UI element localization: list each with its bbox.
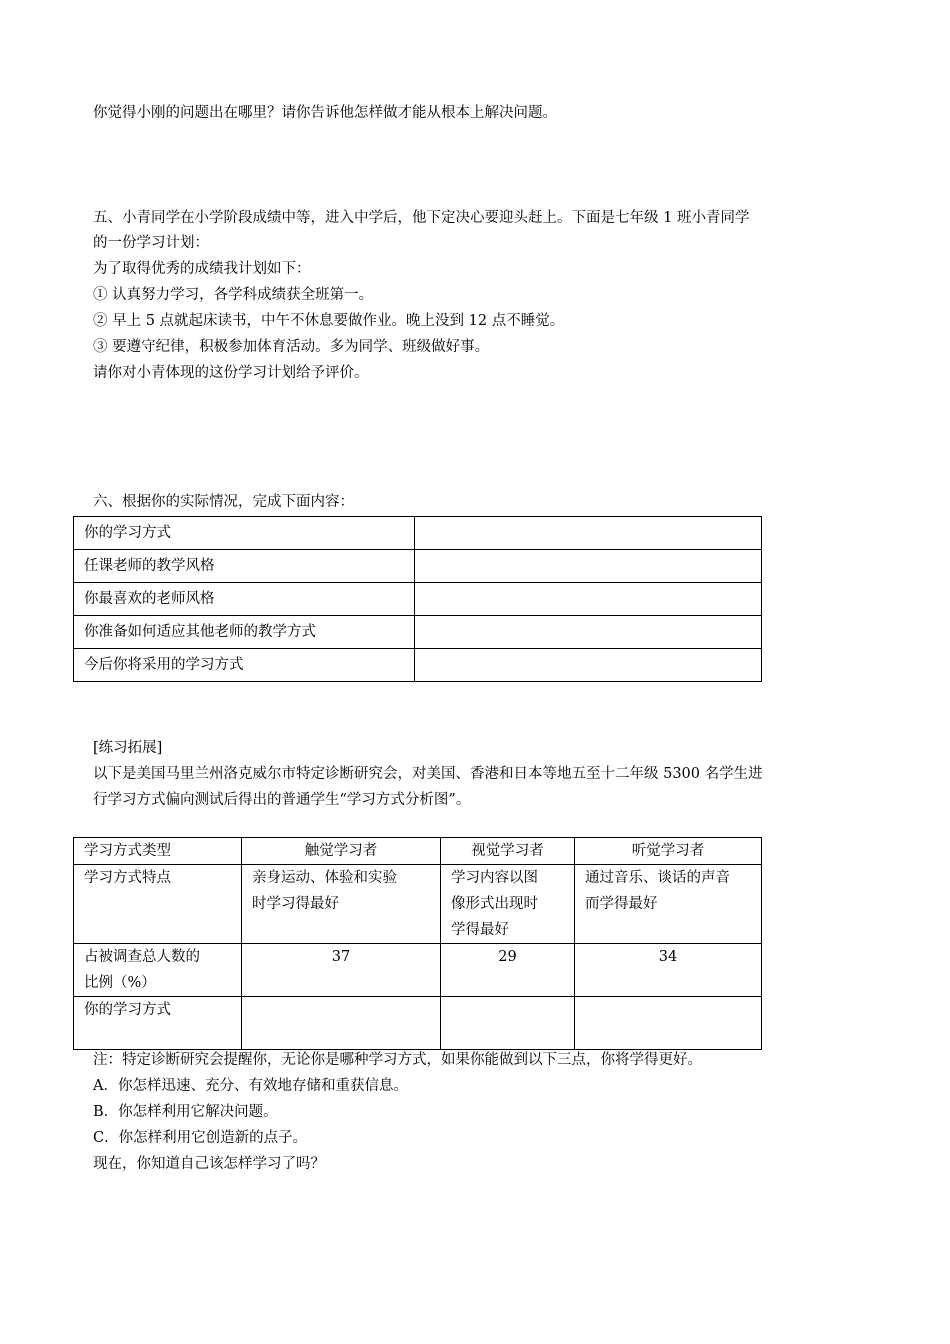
ratio-auditory: 34 [575, 944, 762, 997]
q5-line3: 为了取得优秀的成绩我计划如下： [93, 261, 311, 277]
table-row [74, 517, 762, 550]
table-row [74, 865, 762, 944]
q5-line2: 的一份学习计划： [93, 235, 209, 251]
tactile-feature-line: 亲身运动、体验和实验 [252, 870, 397, 886]
learning-style-table [73, 516, 762, 682]
note-item-c: C．你怎样利用它创造新的点子。 [93, 1130, 308, 1146]
table-row [74, 616, 762, 649]
q5-item3: ③ 要遵守纪律，积极参加体育活动。多为同学、班级做好事。 [93, 339, 490, 355]
q5-item1: ① 认真努力学习，各学科成绩获全班第一。 [93, 287, 374, 303]
row-label: 任课老师的教学风格 [74, 550, 415, 583]
ratio-label-line: 占被调查总人数的 [84, 949, 200, 965]
answer-cell[interactable] [441, 997, 575, 1050]
visual-feature-line: 学习内容以图 [451, 870, 538, 886]
table-header-row [74, 838, 762, 865]
features-label: 学习方式特点 [74, 865, 242, 944]
ratio-label-line: 比例（%） [84, 975, 156, 991]
visual-feature [441, 865, 575, 944]
ratio-label [74, 944, 242, 997]
row-label: 今后你将采用的学习方式 [74, 649, 415, 682]
answer-cell[interactable] [415, 517, 762, 550]
ratio-visual: 29 [441, 944, 575, 997]
table-row [74, 944, 762, 997]
practice-intro-line1: 以下是美国马里兰州洛克威尔市特定诊断研究会，对美国、香港和日本等地五至十二年级 5300 名学生进 [93, 766, 763, 782]
header-visual: 视觉学习者 [441, 838, 575, 865]
learning-style-analysis-table [73, 837, 762, 1050]
row-label: 你的学习方式 [74, 517, 415, 550]
q5-line1: 五、小青同学在小学阶段成绩中等，进入中学后，他下定决心要迎头赶上。下面是七年级 1 班小青同学 [93, 210, 750, 226]
visual-feature-line: 像形式出现时 [451, 896, 538, 912]
q5-item2: ② 早上 5 点就起床读书，中午不休息要做作业。晚上没到 12 点不睡觉。 [93, 313, 565, 329]
q4-prompt: 你觉得小刚的问题出在哪里？请你告诉他怎样做才能从根本上解决问题。 [93, 105, 557, 121]
auditory-feature-line: 通过音乐、谈话的声音 [585, 870, 730, 886]
visual-feature-line: 学得最好 [451, 922, 509, 938]
practice-intro-line2: 行学习方式偏向测试后得出的普通学生“学习方式分析图”。 [93, 792, 471, 808]
tactile-feature [242, 865, 441, 944]
tactile-feature-line: 时学习得最好 [252, 896, 339, 912]
answer-cell[interactable] [575, 997, 762, 1050]
closing-question: 现在，你知道自己该怎样学习了吗？ [93, 1156, 325, 1172]
header-auditory: 听觉学习者 [575, 838, 762, 865]
q6-title: 六、根据你的实际情况，完成下面内容： [93, 494, 354, 510]
answer-cell[interactable] [415, 583, 762, 616]
q5-prompt: 请你对小青体现的这份学习计划给予评价。 [93, 365, 369, 381]
practice-heading: [练习拓展] [93, 740, 163, 756]
yours-label: 你的学习方式 [74, 997, 242, 1050]
row-label: 你准备如何适应其他老师的教学方式 [74, 616, 415, 649]
table-row [74, 997, 762, 1050]
note-line: 注：特定诊断研究会提醒你，无论你是哪种学习方式，如果你能做到以下三点，你将学得更好。 [93, 1052, 702, 1068]
auditory-feature [575, 865, 762, 944]
note-item-a: A．你怎样迅速、充分、有效地存储和重获信息。 [93, 1078, 408, 1094]
answer-cell[interactable] [415, 649, 762, 682]
auditory-feature-line: 而学得最好 [585, 896, 658, 912]
table-row [74, 550, 762, 583]
header-tactile: 触觉学习者 [242, 838, 441, 865]
row-label: 你最喜欢的老师风格 [74, 583, 415, 616]
answer-cell[interactable] [415, 550, 762, 583]
table-row [74, 649, 762, 682]
header-type: 学习方式类型 [74, 838, 242, 865]
answer-cell[interactable] [415, 616, 762, 649]
ratio-tactile: 37 [242, 944, 441, 997]
note-item-b: B．你怎样利用它解决问题。 [93, 1104, 278, 1120]
answer-cell[interactable] [242, 997, 441, 1050]
table-row [74, 583, 762, 616]
